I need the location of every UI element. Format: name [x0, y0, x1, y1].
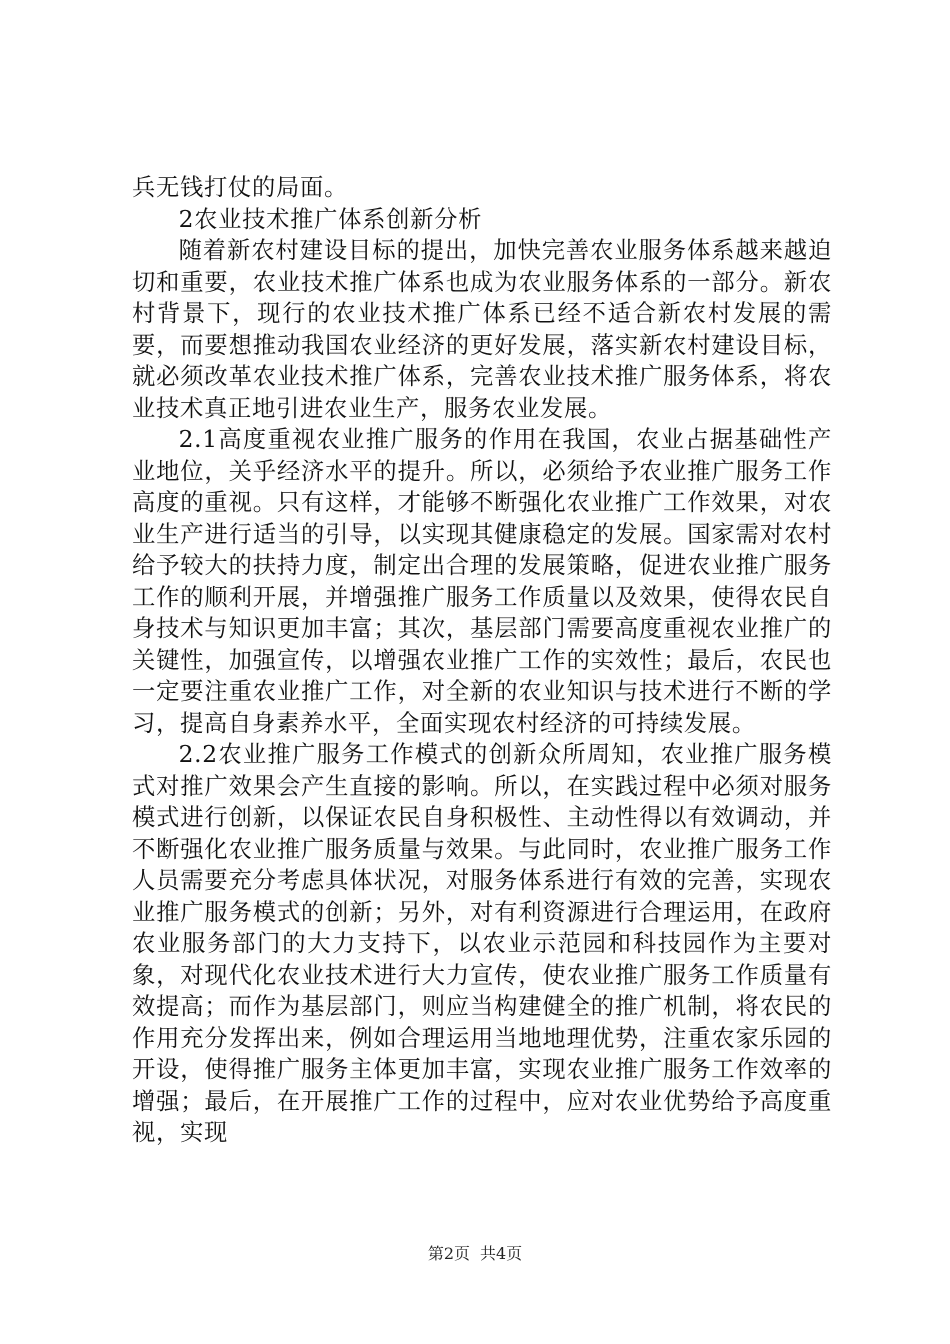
page-total: 共4页	[480, 1244, 523, 1263]
paragraph-section-2-1: 2.1高度重视农业推广服务的作用在我国，农业占据基础性产业地位，关乎经济水平的提升。所以，必须给予农业推广服务工作高度的重视。只有这样，才能够不断强化农业推广工作效果，对农业生产进行适当的引导，以实现其健康稳定的发展。国家需对农村给予较大的扶持力度，制定出合理的发展策略，促进农业推广服务工作的顺利开展，并增强推广服务工作质量以及效果，使得农民自身技术与知识更加丰富；其次，基层部门需要高度重视农业推广的关键性，加强宣传，以增强农业推广工作的实效性；最后，农民也一定要注重农业推广工作，对全新的农业知识与技术进行不断的学习，提高自身素养水平，全面实现农村经济的可持续发展。	[132, 426, 832, 737]
paragraph-continuation: 兵无钱打仗的局面。	[132, 174, 348, 201]
page-number: 第2页	[427, 1244, 470, 1263]
paragraph-section-2-2: 2.2农业推广服务工作模式的创新众所周知，农业推广服务模式对推广效果会产生直接的影响。所以，在实践过程中必须对服务模式进行创新，以保证农民自身积极性、主动性得以有效调动，并不断强化农业推广服务质量与效果。与此同时，农业推广服务工作人员需要充分考虑具体状况，对服务体系进行有效的完善，实现农业推广服务模式的创新；另外，对有利资源进行合理运用，在政府农业服务部门的大力支持下，以农业示范园和科技园作为主要对象，对现代化农业技术进行大力宣传，使农业推广服务工作质量有效提高；而作为基层部门，则应当构建健全的推广机制，将农民的作用充分发挥出来，例如合理运用当地地理优势，注重农家乐园的开设，使得推广服务主体更加丰富，实现农业推广服务工作效率的增强；最后，在开展推广工作的过程中，应对农业优势给予高度重视，实现	[132, 741, 832, 1146]
page-footer	[0, 1244, 950, 1264]
paragraph-section-2: 随着新农村建设目标的提出，加快完善农业服务体系越来越迫切和重要，农业技术推广体系也成为农业服务体系的一部分。新农村背景下，现行的农业技术推广体系已经不适合新农村发展的需要，而要想推动我国农业经济的更好发展，落实新农村建设目标，就必须改革农业技术推广体系，完善农业技术推广服务体系，将农业技术真正地引进农业生产，服务农业发展。	[132, 237, 832, 422]
section-heading: 2农业技术推广体系创新分析	[178, 205, 483, 233]
document-body	[132, 172, 832, 1149]
